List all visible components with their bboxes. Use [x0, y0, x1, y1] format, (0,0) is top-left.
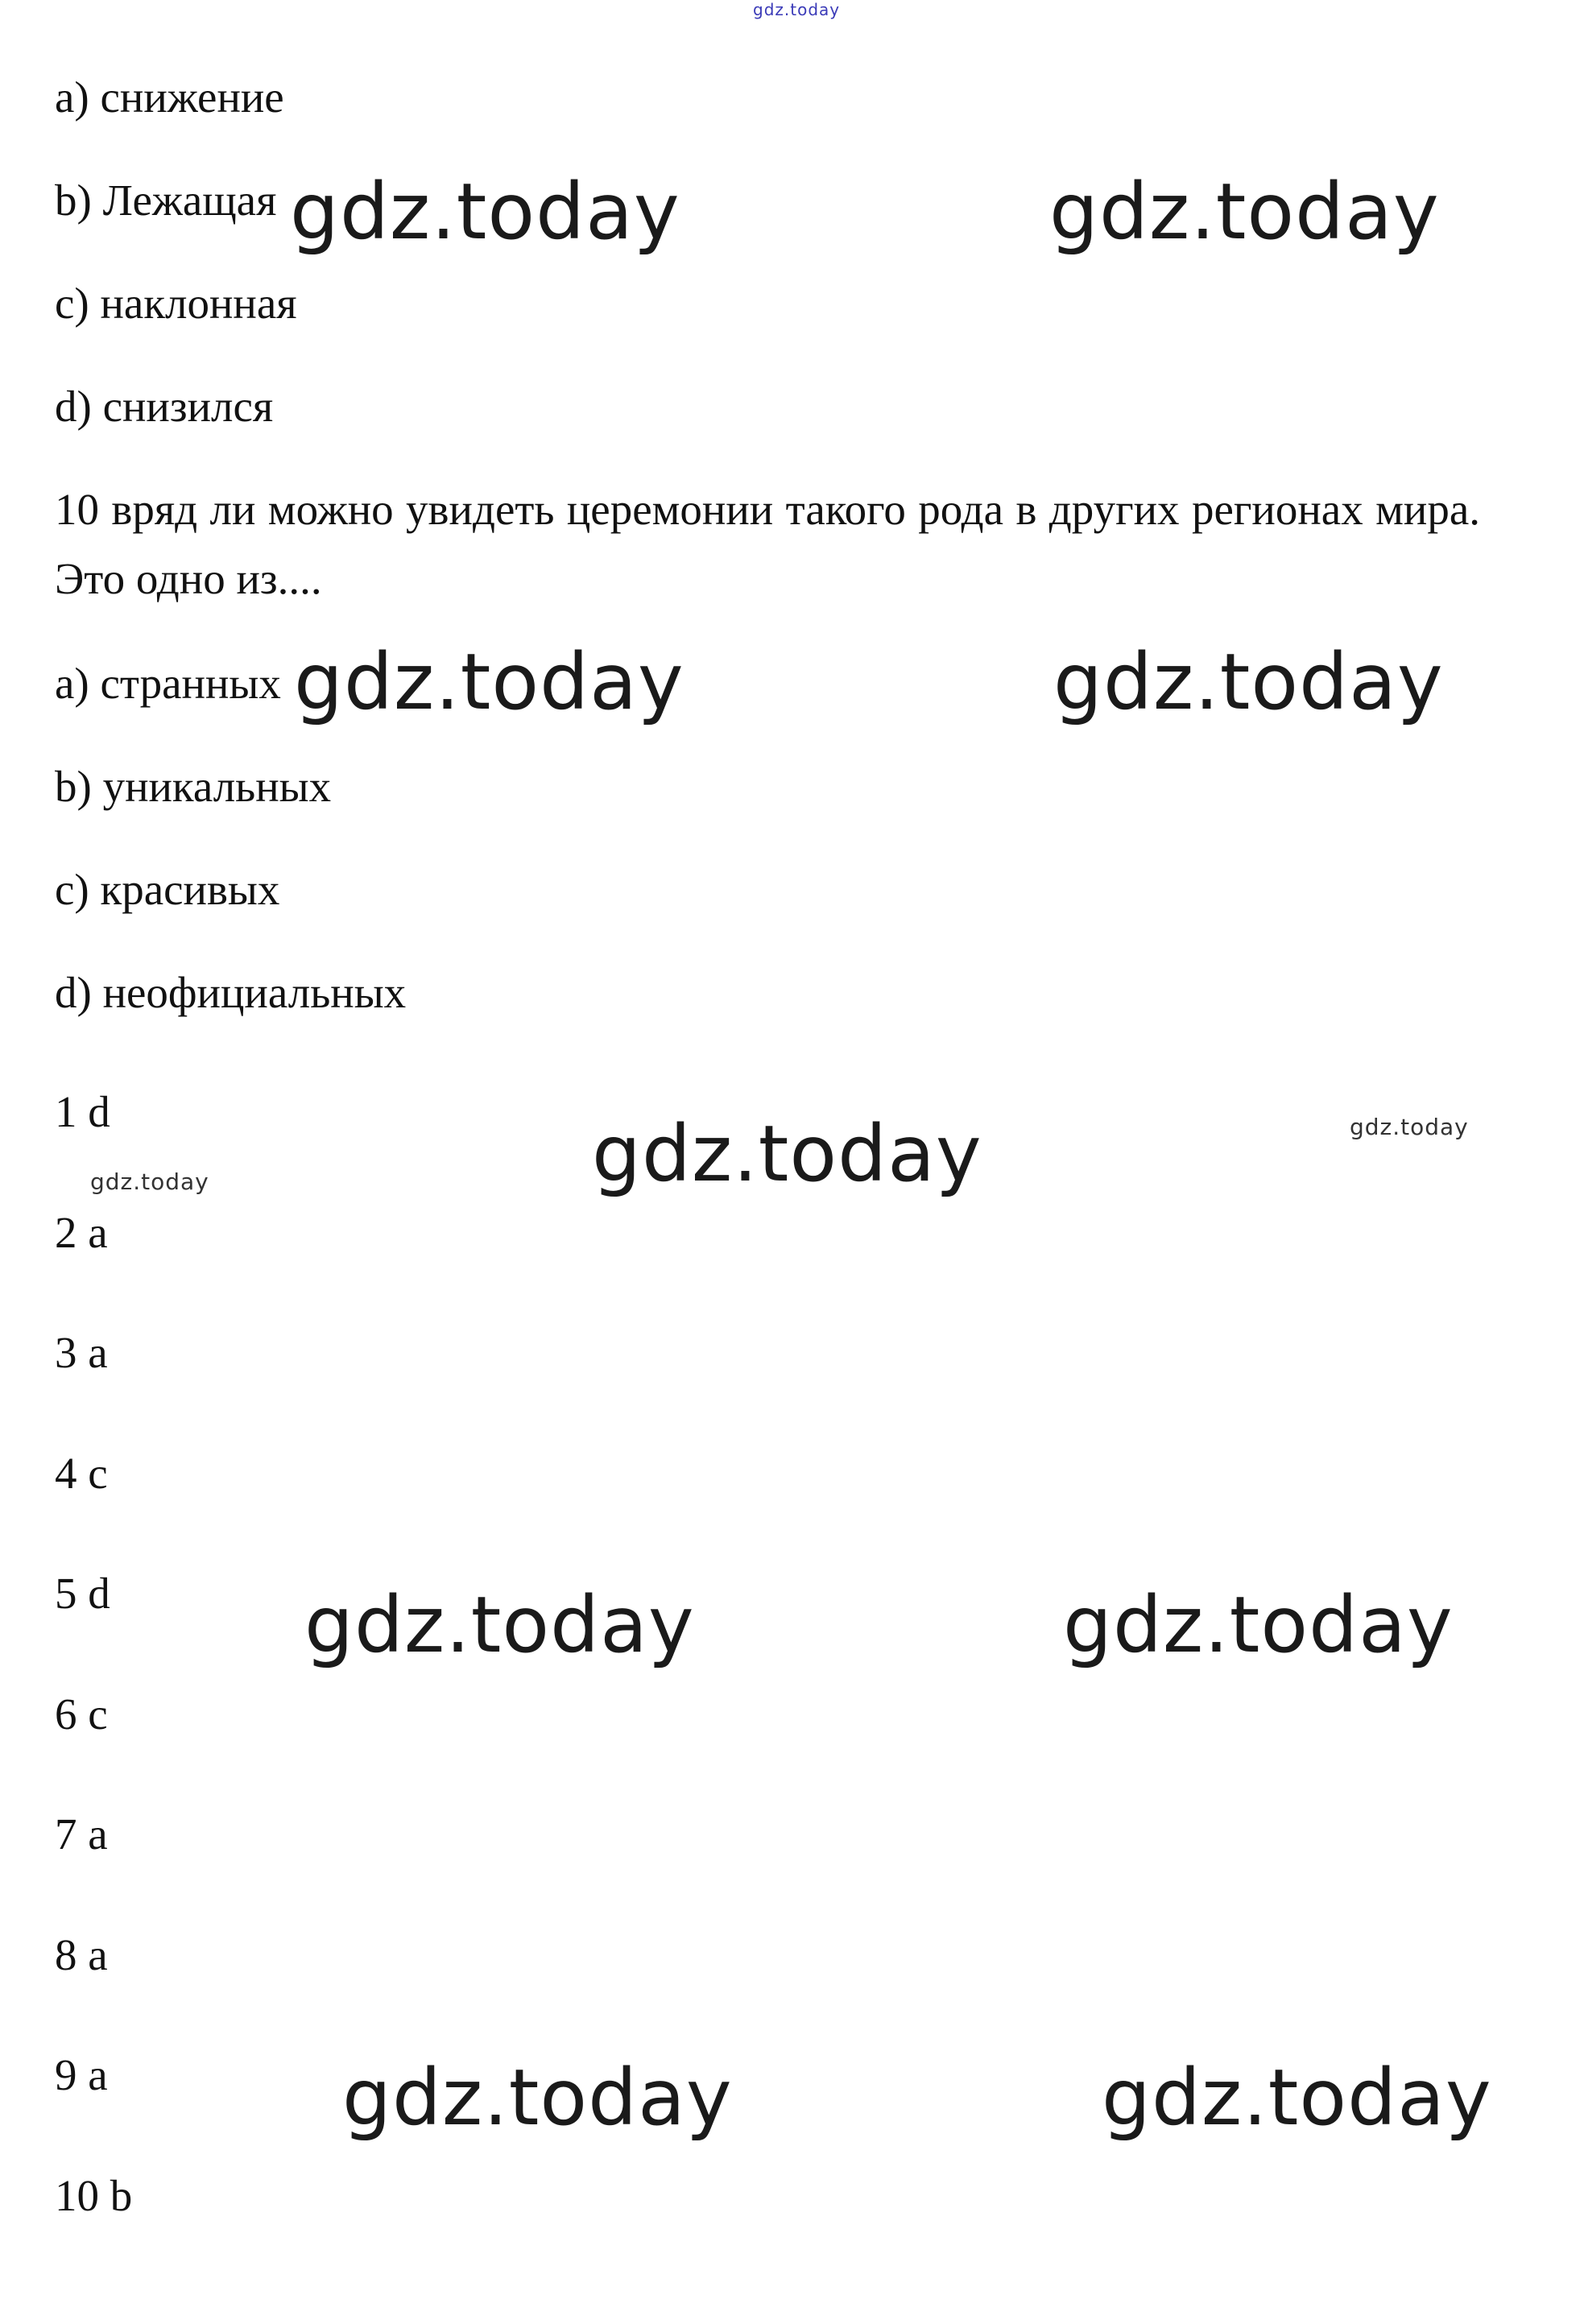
answer-5: 5 d	[55, 1569, 110, 1618]
answer-6: 6 c	[55, 1689, 108, 1739]
answer-9: 9 a	[55, 2050, 108, 2099]
watermark: gdz.today	[290, 167, 680, 257]
watermark: gdz.today	[1049, 167, 1440, 257]
option-q9-b: b) Лежащая	[55, 176, 277, 225]
watermark: gdz.today	[1063, 1580, 1454, 1670]
answer-4: 4 c	[55, 1449, 108, 1498]
watermark: gdz.today	[1053, 637, 1444, 727]
option-q9-a: a) снижение	[55, 72, 284, 122]
answer-1: 1 d	[55, 1087, 110, 1136]
watermark: gdz.today	[342, 2053, 733, 2143]
watermark: gdz.today	[304, 1580, 695, 1670]
option-q10-a: a) странных	[55, 659, 281, 708]
answer-2: 2 a	[55, 1208, 108, 1257]
watermark-small: gdz.today	[90, 1168, 209, 1195]
answer-8: 8 a	[55, 1930, 108, 1979]
answer-7: 7 a	[55, 1809, 108, 1859]
answer-10: 10 b	[55, 2171, 133, 2220]
answer-3: 3 a	[55, 1328, 108, 1377]
option-q10-c: c) красивых	[55, 865, 280, 914]
watermark: gdz.today	[294, 637, 684, 727]
option-q10-d: d) неофициальных	[55, 968, 407, 1017]
watermark-top: gdz.today	[753, 0, 841, 19]
option-q9-d: d) снизился	[55, 382, 274, 431]
option-q9-c: c) наклонная	[55, 279, 297, 328]
watermark: gdz.today	[592, 1109, 982, 1199]
option-q10-b: b) уникальных	[55, 762, 332, 811]
question-10-text: 10 вряд ли можно увидеть церемонии такого рода в других регионах мира. Это одно из....	[55, 485, 1480, 603]
watermark: gdz.today	[1102, 2053, 1492, 2143]
watermark-small: gdz.today	[1350, 1114, 1469, 1140]
